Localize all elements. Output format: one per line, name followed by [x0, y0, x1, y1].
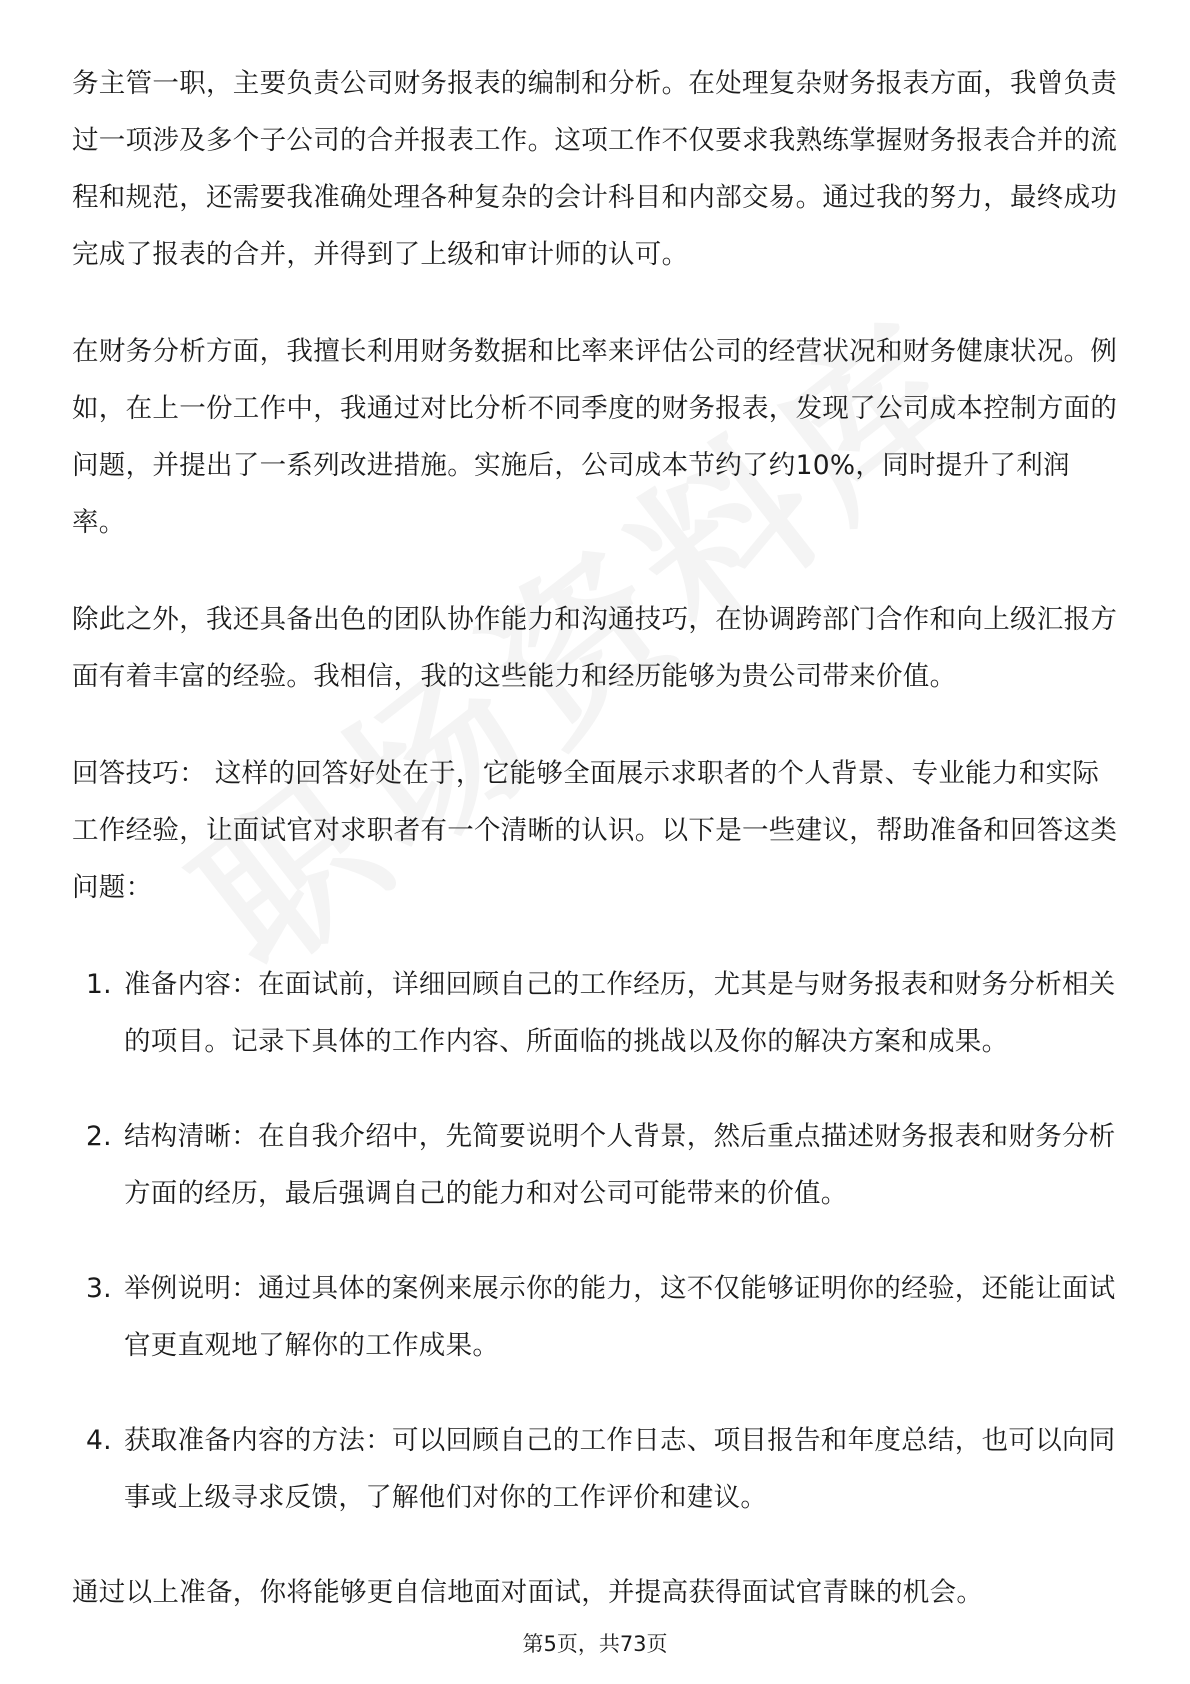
paragraph-closing: 通过以上准备，你将能够更自信地面对面试，并提高获得面试官青睐的机会。	[72, 1577, 984, 1608]
paragraph-experience: 务主管一职，主要负责公司财务报表的编制和分析。在处理复杂财务报表方面，我曾负责过一项涉及多个子公司的合并报表工作。这项工作不仅要求我熟练掌握财务报表合并的流程和规范，还需要我准确处理各种复杂的会计科目和内部交易。通过我的努力，最终成功完成了报表的合并，并得到了上级和审计师的认可。	[72, 68, 1118, 270]
list-item	[72, 1260, 1122, 1374]
list-item-number: 4.	[86, 1425, 112, 1456]
list-item	[72, 1108, 1122, 1222]
list-item-number: 1.	[86, 969, 112, 1000]
list-item-text: 获取准备内容的方法：可以回顾自己的工作日志、项目报告和年度总结，也可以向同事或上级寻求反馈，了解他们对你的工作评价和建议。	[124, 1425, 1116, 1513]
page-number-footer: 第5页，共73页	[522, 1632, 668, 1656]
paragraph-analysis: 在财务分析方面，我擅长利用财务数据和比率来评估公司的经营状况和财务健康状况。例如，在上一份工作中，我通过对比分析不同季度的财务报表，发现了公司成本控制方面的问题，并提出了一系列改进措施。实施后，公司成本节约了约10%，同时提升了利润率。	[72, 336, 1118, 538]
list-item-number: 2.	[86, 1121, 112, 1152]
list-item	[72, 956, 1122, 1070]
paragraph-teamwork: 除此之外，我还具备出色的团队协作能力和沟通技巧，在协调跨部门合作和向上级汇报方面有着丰富的经验。我相信，我的这些能力和经历能够为贵公司带来价值。	[72, 604, 1118, 692]
list-item	[72, 1412, 1122, 1526]
list-item-text: 结构清晰：在自我介绍中，先简要说明个人背景，然后重点描述财务报表和财务分析方面的经历，最后强调自己的能力和对公司可能带来的价值。	[124, 1121, 1116, 1209]
tips-list	[72, 956, 1122, 1526]
paragraph-answer-tips: 回答技巧： 这样的回答好处在于，它能够全面展示求职者的个人背景、专业能力和实际工作经验，让面试官对求职者有一个清晰的认识。以下是一些建议，帮助准备和回答这类问题：	[72, 758, 1118, 903]
list-item-number: 3.	[86, 1273, 112, 1304]
list-item-text: 举例说明：通过具体的案例来展示你的能力，这不仅能够证明你的经验，还能让面试官更直观地了解你的工作成果。	[124, 1273, 1116, 1361]
list-item-text: 准备内容：在面试前，详细回顾自己的工作经历，尤其是与财务报表和财务分析相关的项目。记录下具体的工作内容、所面临的挑战以及你的解决方案和成果。	[124, 969, 1116, 1057]
page-body	[72, 55, 1122, 1661]
